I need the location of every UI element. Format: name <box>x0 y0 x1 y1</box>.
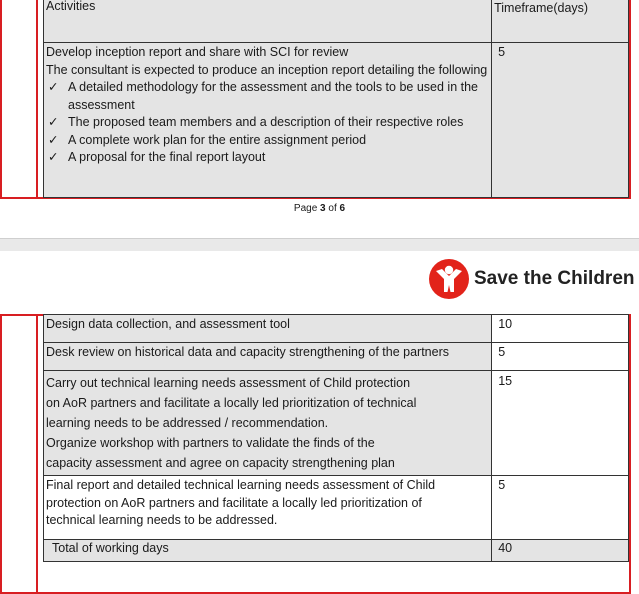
page-separator <box>0 238 639 252</box>
activity-cell: Design data collection, and assessment tool <box>44 315 492 343</box>
page-number: Page 3 of 6 <box>293 203 346 214</box>
activity-cell: Carry out technical learning needs assessment of Child protection on AoR partners and facilitate a locally led prioritization of technical learning needs to be addressed / recommendation. Organize workshop with partners to validate the finds of the capacity assessment and agree on capacity strengthening plan <box>44 371 492 476</box>
brand-name: Save the Children <box>474 268 635 289</box>
activity-cell <box>44 43 492 198</box>
table-header-row <box>44 0 629 43</box>
checkmark-icon: ✓ <box>48 150 59 164</box>
total-label: Total of working days <box>44 540 492 562</box>
days-cell: 10 <box>492 315 629 343</box>
margin-guide-line <box>36 314 38 594</box>
checkmark-icon: ✓ <box>48 115 59 129</box>
total-days: 40 <box>492 540 629 562</box>
days-cell: 5 <box>492 343 629 371</box>
list-item: ✓ A proposal for the final report layout <box>46 149 489 167</box>
checkmark-icon: ✓ <box>48 80 59 94</box>
save-the-children-logo-icon <box>428 258 470 300</box>
timeframe-header: Timeframe(days) <box>492 0 629 43</box>
total-row <box>44 540 629 562</box>
activities-header: Activities <box>44 0 492 43</box>
activity-cell: Desk review on historical data and capacity strengthening of the partners <box>44 343 492 371</box>
activity-title: Develop inception report and share with SCI for review <box>46 45 349 59</box>
days-cell: 15 <box>492 371 629 476</box>
list-item: ✓ A complete work plan for the entire assignment period <box>46 132 489 150</box>
activity-cell: Final report and detailed technical learning needs assessment of Child protection on AoR partners and facilitate a locally led prioritization of technical learning needs to be addressed. <box>44 476 492 540</box>
brand-logo <box>428 258 635 300</box>
days-cell: 5 <box>492 43 629 198</box>
list-item: ✓ The proposed team members and a description of their respective roles <box>46 114 489 132</box>
margin-guide-line <box>36 0 38 197</box>
list-item: ✓ A detailed methodology for the assessment and the tools to be used in the assessment <box>48 80 478 112</box>
table-row <box>44 343 629 371</box>
table-row <box>44 476 629 540</box>
page-3 <box>0 0 639 238</box>
checkmark-icon: ✓ <box>48 132 59 147</box>
table-row <box>44 43 629 198</box>
days-cell: 5 <box>492 476 629 540</box>
deliverables-list <box>46 79 489 167</box>
table-row <box>44 371 629 476</box>
table-row <box>44 315 629 343</box>
activities-table-continued <box>43 314 629 562</box>
activities-table <box>43 0 629 198</box>
activity-intro: The consultant is expected to produce an inception report detailing the following <box>46 62 488 77</box>
